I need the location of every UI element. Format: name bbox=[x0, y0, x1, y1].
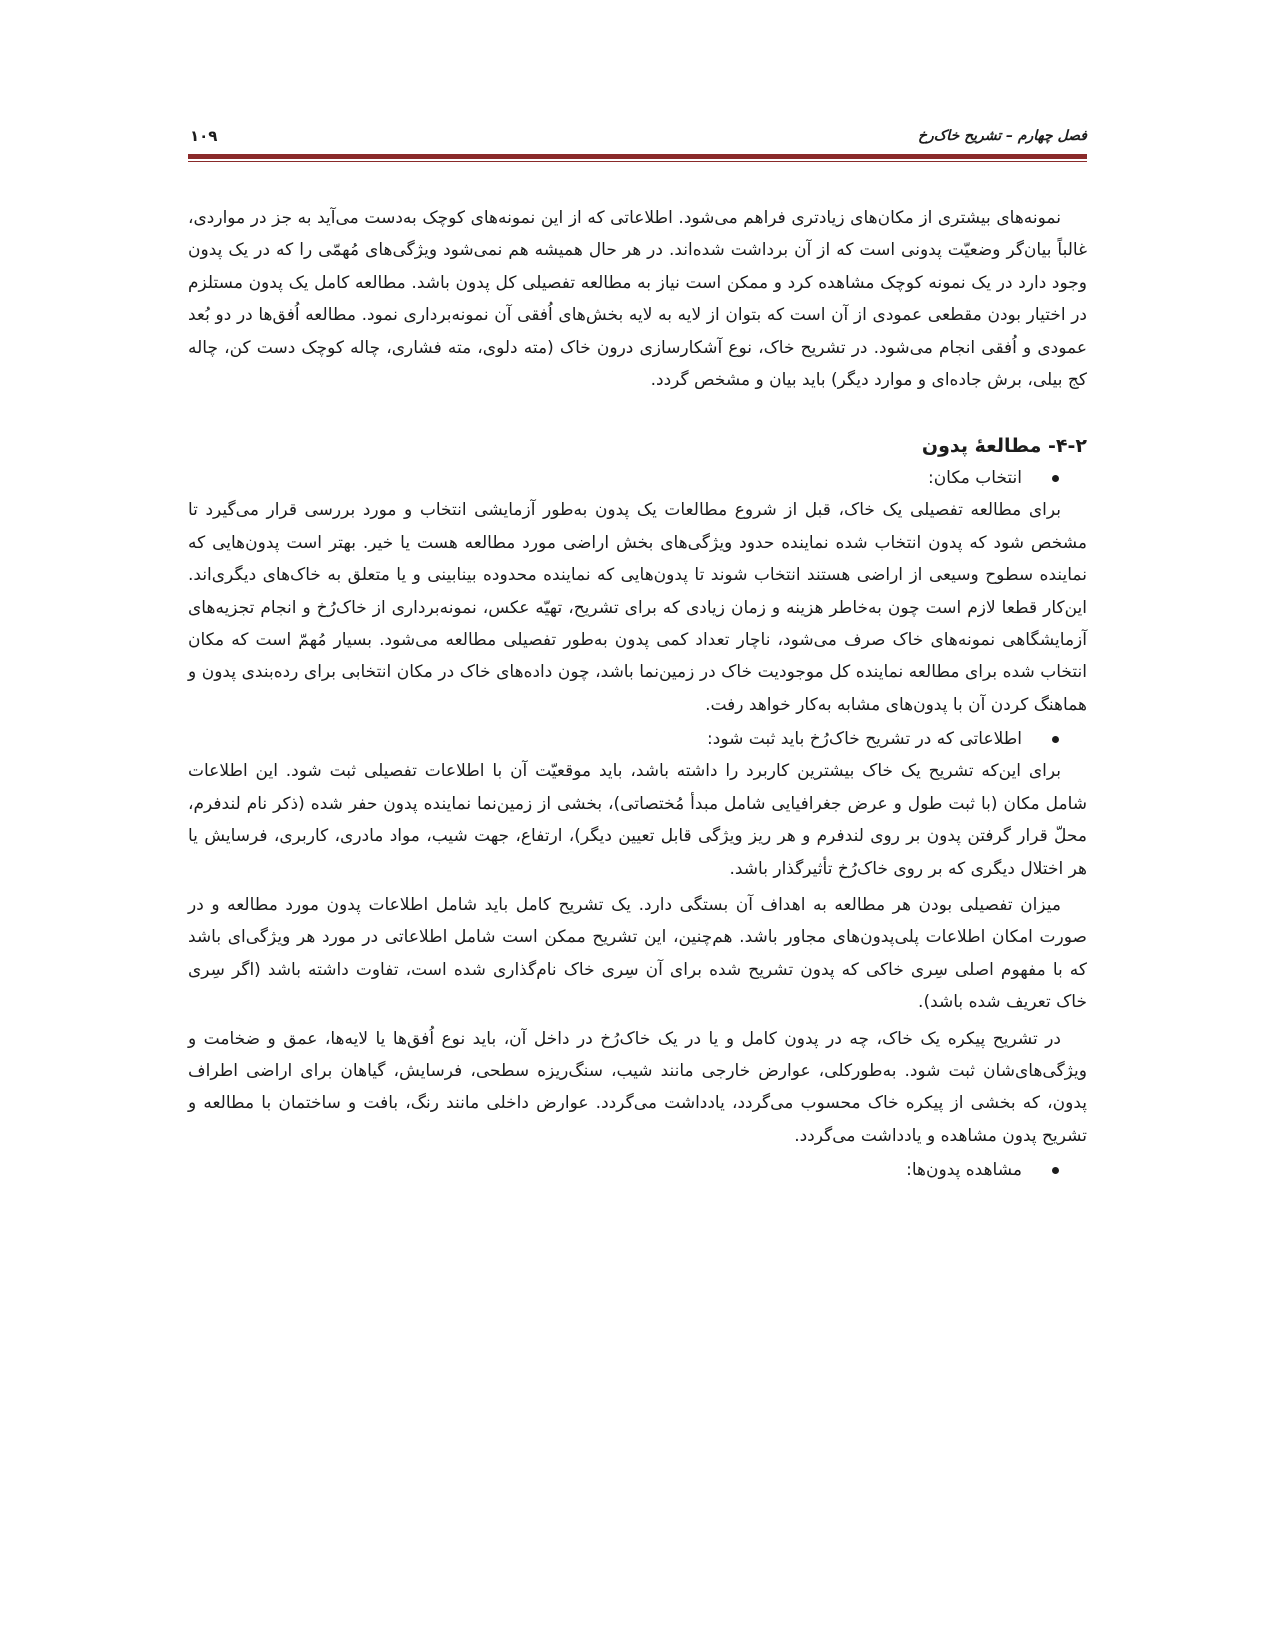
bullet-pedon-observation bbox=[188, 1154, 1087, 1186]
bullet-dot-icon bbox=[1052, 475, 1059, 482]
paragraph-location-info: برای این‌که تشریح یک خاک بیشترین کاربرد را داشته باشد، باید موقعیّت آن با اطلاعات تفصیلی ثبت شود. این اطلاعات شامل مکان (با ثبت طول و عرض جغرافیایی شامل مبدأ مُختصاتی)، بخشی از زمین‌نما نماینده پدون حفر شده (ذکر نام لندفرم، محلّ قرار گرفتن پدون بر روی لندفرم و هر ریز ویژگی قابل تعیین دیگر)، ارتفاع، جهت شیب، مواد مادری، کاربری، فرسایش یا هر اختلال دیگری که بر روی خاک‌رُخ تأثیرگذار باشد. bbox=[188, 761, 1087, 879]
header-divider-thin bbox=[188, 161, 1087, 162]
bullet-label: اطلاعاتی که در تشریح خاک‌رُخ باید ثبت شود: bbox=[707, 729, 1022, 750]
paragraph-soil-body: در تشریح پیکره یک خاک، چه در پدون کامل و یا در یک خاک‌رُخ در داخل آن، باید نوع اُفق‌ها یا لایه‌ها، عمق و ضخامت و ویژگی‌های‌شان ثبت شود. به‌طورکلی، عوارض خارجی مانند شیب، سنگ‌ریزه سطحی، فرسایش، گیاهان برای اراضی اطراف پدون، که بخشی از پیکره خاک محسوب می‌گردد، یادداشت می‌گردد. عوارض داخلی مانند رنگ، بافت و ساختمان با مطالعه و تشریح پدون مشاهده و یادداشت می‌گردد. bbox=[188, 1028, 1087, 1146]
chapter-title: فصل چهارم – تشریح خاک‌رخ bbox=[917, 128, 1087, 144]
paragraph-intro: نمونه‌های بیشتری از مکان‌های زیادتری فراهم می‌شود. اطلاعاتی که از این نمونه‌های کوچک به‌دست می‌آید به جز در مواردی، غالباً بیان‌گر وضعیّت پدونی است که از آن برداشت شده‌اند. در هر حال همیشه هم نمی‌شود ویژگی‌های مُهمّی را که در یک پدون وجود دارد در یک نمونه کوچک مشاهده کرد و ممکن است نیاز به مطالعه تفصیلی کل پدون باشد. مطالعه کامل یک پدون مستلزم در اختیار بودن مقطعی عمودی از آن است که بتوان از لایه به لایه بخش‌های اُفقی آن نمونه‌برداری نمود. مطالعه اُفق‌ها در دو بُعد عمودی و اُفقی انجام می‌شود. در تشریح خاک، نوع آشکارسازی درون خاک (مته دلوی، مته فشاری، چاله کوچک دست کن، چاله کج بیلی، برش جاده‌ای و موارد دیگر) باید بیان و مشخص گردد. bbox=[188, 208, 1087, 391]
bullet-site-selection bbox=[188, 462, 1087, 494]
bullet-dot-icon bbox=[1052, 1167, 1059, 1174]
page-number: ۱۰۹ bbox=[190, 127, 218, 145]
header-divider-thick bbox=[188, 154, 1087, 159]
paragraph-site-selection: برای مطالعه تفصیلی یک خاک، قبل از شروع مطالعات یک پدون به‌طور آزمایشی انتخاب و مورد بررسی قرار می‌گیرد تا مشخص شود که پدون انتخاب شده نماینده حدود ویژگی‌های بخش اراضی مورد مطالعه هست یا خیر. بهتر است پدون‌هایی که نماینده سطوح وسیعی از اراضی هستند انتخاب شوند تا پدون‌هایی که نماینده محدوده بینابینی و یا متعلق به خاک‌های دیگری‌اند. این‌کار قطعا لازم است چون به‌خاطر هزینه و زمان زیادی که برای تشریح، تهیّه عکس، نمونه‌برداری از خاک‌رُخ و انجام تجزیه‌های آزمایشگاهی نمونه‌های خاک صرف می‌شود، ناچار تعداد کمی پدون به‌طور تفصیلی مطالعه می‌شود. بسیار مُهمّ است که مکان انتخاب شده برای مطالعه نماینده کل موجودیت خاک در زمین‌نما باشد، چون داده‌های خاک در مکان انتخابی برای رده‌بندی پدون و هماهنگ کردن آن با پدون‌های مشابه به‌کار خواهد رفت. bbox=[188, 500, 1087, 715]
header-divider bbox=[188, 154, 1087, 164]
bullet-label: مشاهده پدون‌ها: bbox=[906, 1160, 1022, 1181]
page-body bbox=[188, 202, 1087, 1186]
section-heading: ۴-۲- مطالعهٔ پدون bbox=[921, 435, 1087, 458]
bullet-label: انتخاب مکان: bbox=[927, 468, 1022, 489]
paragraph-detail-level: میزان تفصیلی بودن هر مطالعه به اهداف آن بستگی دارد. یک تشریح کامل باید شامل اطلاعات پدون مورد مطالعه و در صورت امکان اطلاعات پلی‌پدون‌های مجاور باشد. هم‌چنین، این تشریح ممکن است شامل اطلاعاتی در مورد هر ویژگی‌ای باشد که با مفهوم اصلی سِری خاکی که پدون تشریح شده برای آن سِری خاک نام‌گذاری شده است، تفاوت داشته باشد (اگر سِری خاک تعریف شده باشد). bbox=[188, 894, 1087, 1013]
bullet-dot-icon bbox=[1052, 736, 1059, 743]
bullet-info-to-record bbox=[188, 723, 1087, 755]
running-header bbox=[188, 126, 1087, 156]
